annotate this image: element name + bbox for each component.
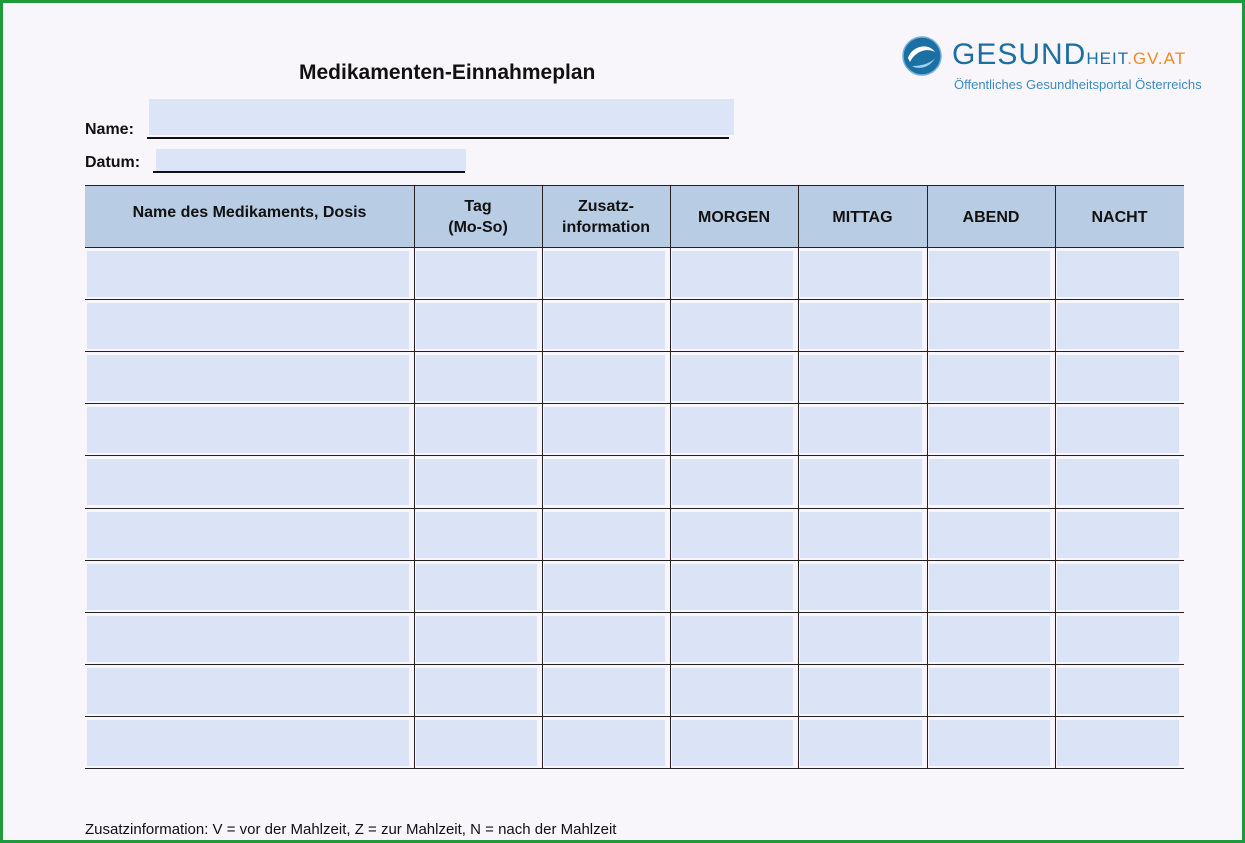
name-input-field[interactable] [149,99,734,135]
column-divider [542,185,543,769]
cell-night[interactable] [1057,355,1179,401]
date-underline [153,171,465,173]
logo-globe-icon [902,36,942,76]
row-divider [85,716,1184,717]
cell-additional-info[interactable] [544,407,665,453]
cell-evening[interactable] [929,564,1050,610]
row-divider [85,612,1184,613]
column-divider [414,185,415,769]
cell-evening[interactable] [929,303,1050,349]
logo-subtitle: Öffentliches Gesundheitsportal Österreichs [954,77,1202,92]
cell-day[interactable] [416,564,537,610]
cell-night[interactable] [1057,564,1179,610]
footnote: Zusatzinformation: V = vor der Mahlzeit, Z = zur Mahlzeit, N = nach der Mahlzeit [85,821,617,838]
cell-night[interactable] [1057,407,1179,453]
cell-additional-info[interactable] [544,251,665,297]
name-underline [147,137,729,139]
row-divider [85,455,1184,456]
cell-day[interactable] [416,303,537,349]
cell-noon[interactable] [800,251,922,297]
logo [900,35,1200,99]
cell-noon[interactable] [800,720,922,766]
cell-medication-name[interactable] [87,616,409,662]
cell-night[interactable] [1057,616,1179,662]
cell-morning[interactable] [672,303,793,349]
cell-noon[interactable] [800,616,922,662]
medication-table [85,185,1184,769]
cell-day[interactable] [416,355,537,401]
cell-morning[interactable] [672,407,793,453]
cell-additional-info[interactable] [544,355,665,401]
cell-night[interactable] [1057,303,1179,349]
cell-evening[interactable] [929,668,1050,714]
cell-medication-name[interactable] [87,459,409,505]
cell-noon[interactable] [800,303,922,349]
cell-additional-info[interactable] [544,512,665,558]
header-morning: MORGEN [698,208,770,226]
cell-noon[interactable] [800,668,922,714]
cell-day[interactable] [416,720,537,766]
cell-morning[interactable] [672,459,793,505]
column-divider [1055,185,1056,769]
cell-noon[interactable] [800,564,922,610]
header-night: NACHT [1091,208,1148,226]
cell-noon[interactable] [800,459,922,505]
cell-morning[interactable] [672,251,793,297]
cell-evening[interactable] [929,459,1050,505]
cell-day[interactable] [416,407,537,453]
cell-evening[interactable] [929,355,1050,401]
date-input-field[interactable] [156,149,466,171]
header-day: Tag (Mo-So) [448,198,508,236]
cell-medication-name[interactable] [87,355,409,401]
row-divider [85,351,1184,352]
cell-medication-name[interactable] [87,564,409,610]
cell-evening[interactable] [929,407,1050,453]
cell-morning[interactable] [672,668,793,714]
cell-day[interactable] [416,251,537,297]
cell-medication-name[interactable] [87,251,409,297]
cell-morning[interactable] [672,564,793,610]
cell-night[interactable] [1057,459,1179,505]
header-medication-name: Name des Medikaments, Dosis [132,204,367,221]
cell-day[interactable] [416,668,537,714]
row-divider [85,299,1184,300]
cell-additional-info[interactable] [544,564,665,610]
page-title: Medikamenten-Einnahmeplan [299,61,596,84]
cell-medication-name[interactable] [87,512,409,558]
row-divider [85,664,1184,665]
cell-morning[interactable] [672,512,793,558]
cell-day[interactable] [416,616,537,662]
cell-additional-info[interactable] [544,668,665,714]
row-divider [85,508,1184,509]
cell-day[interactable] [416,459,537,505]
cell-night[interactable] [1057,512,1179,558]
date-label: Datum: [85,154,141,171]
cell-evening[interactable] [929,616,1050,662]
cell-additional-info[interactable] [544,720,665,766]
cell-evening[interactable] [929,720,1050,766]
column-divider [798,185,799,769]
cell-day[interactable] [416,512,537,558]
cell-noon[interactable] [800,407,922,453]
column-divider [670,185,671,769]
cell-night[interactable] [1057,251,1179,297]
header-noon: MITTAG [832,208,893,226]
cell-additional-info[interactable] [544,616,665,662]
name-label: Name: [85,121,134,138]
cell-additional-info[interactable] [544,303,665,349]
row-divider [85,403,1184,404]
cell-medication-name[interactable] [87,303,409,349]
cell-morning[interactable] [672,355,793,401]
column-divider [927,185,928,769]
logo-wordmark: GESUNDHEIT.GV.AT [952,38,1187,71]
table-header-row [85,185,1184,248]
cell-evening[interactable] [929,251,1050,297]
cell-medication-name[interactable] [87,407,409,453]
cell-medication-name[interactable] [87,720,409,766]
cell-morning[interactable] [672,616,793,662]
cell-night[interactable] [1057,668,1179,714]
cell-noon[interactable] [800,355,922,401]
cell-noon[interactable] [800,512,922,558]
cell-medication-name[interactable] [87,668,409,714]
header-additional-info: Zusatz- information [562,198,650,236]
cell-night[interactable] [1057,720,1179,766]
cell-morning[interactable] [672,720,793,766]
header-evening: ABEND [962,208,1020,226]
row-divider [85,560,1184,561]
cell-additional-info[interactable] [544,459,665,505]
row-divider [85,768,1184,769]
cell-evening[interactable] [929,512,1050,558]
